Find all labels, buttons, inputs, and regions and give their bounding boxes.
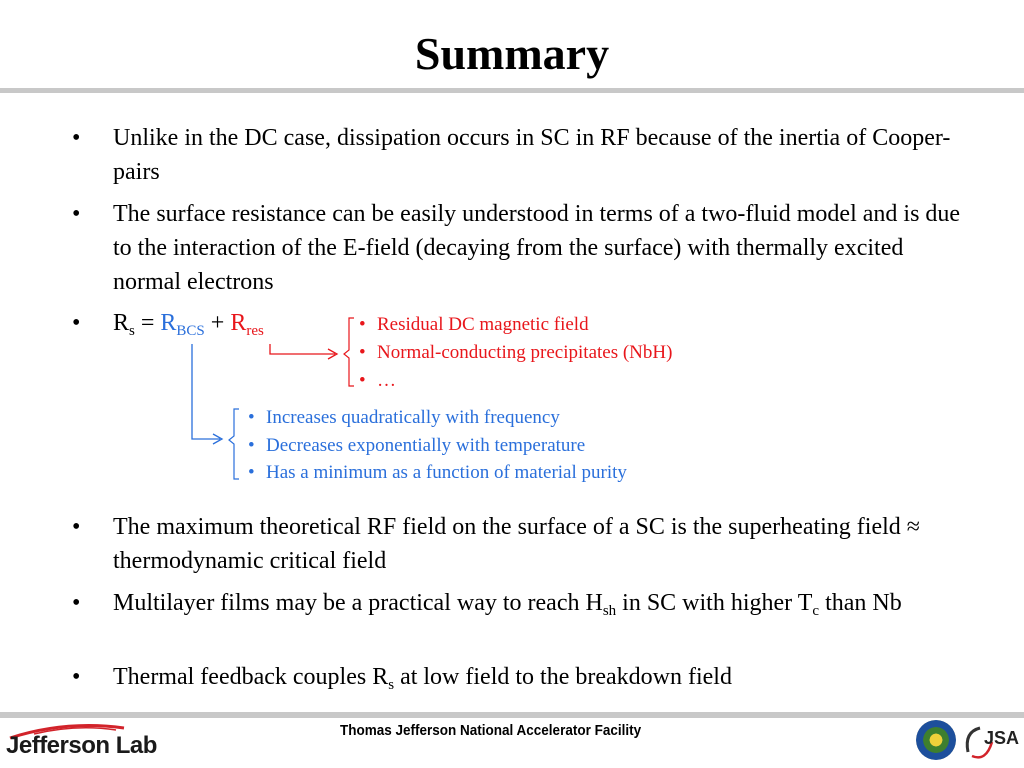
bullet-4-post: thermodynamic critical field xyxy=(113,548,387,574)
sub-bullet-dot: • xyxy=(248,407,255,428)
approx-symbol: ≈ xyxy=(906,514,920,540)
rbcs-subscript: BCS xyxy=(176,323,205,339)
bullet-2-text: The surface resistance can be easily understood in terms of a two-fluid model and is due to the interaction of the E-field (decaying from the surface) with thermally excited normal electrons xyxy=(113,201,961,295)
list-item xyxy=(359,339,672,367)
jsa-logo xyxy=(962,722,1022,762)
bullet-5-post: than Nb xyxy=(819,590,902,616)
bullet-4-pre: The maximum theoretical RF field on the surface of a SC is the superheating field xyxy=(113,514,907,540)
sub-bullet-dot: • xyxy=(359,342,366,363)
footer-organization: Thomas Jefferson National Accelerator Facility xyxy=(340,722,642,739)
rres-subscript: res xyxy=(246,323,264,339)
list-item xyxy=(359,311,589,339)
sub-bullet-dot: • xyxy=(359,314,366,335)
bullet-dot: • xyxy=(72,310,81,336)
bullet-5-mid: in SC with higher T xyxy=(616,590,813,616)
list-item xyxy=(248,459,627,487)
bcs-item-text: Increases quadratically with frequency xyxy=(266,407,560,428)
bullet-dot: • xyxy=(72,125,81,151)
logo-text: Jefferson Lab xyxy=(6,732,157,759)
bcs-item-text: Has a minimum as a function of material purity xyxy=(266,462,627,483)
bullet-5-pre: Multilayer films may be a practical way to reach H xyxy=(113,590,603,616)
bullet-dot: • xyxy=(72,514,81,540)
footer-divider xyxy=(0,712,1024,718)
bullet-4-text xyxy=(113,510,963,578)
bullet-6-pre: Thermal feedback couples R xyxy=(113,664,389,690)
hsh-subscript: sh xyxy=(602,603,617,619)
bullet-dot: • xyxy=(72,590,81,616)
list-item xyxy=(248,432,585,460)
rs-symbol: R xyxy=(113,310,130,336)
jefferson-lab-logo xyxy=(6,722,166,764)
bcs-item-text: Decreases exponentially with temperature xyxy=(266,435,586,456)
equals-sign: = xyxy=(134,310,161,336)
rs-subscript: s xyxy=(129,323,135,339)
jsa-text: JSA xyxy=(984,728,1020,748)
bullet-5-text xyxy=(113,586,963,620)
rs-subscript: s xyxy=(388,677,395,693)
rbcs-arrow-line xyxy=(192,344,220,439)
residual-item-text: Residual DC magnetic field xyxy=(377,314,589,335)
tc-subscript: c xyxy=(812,603,820,619)
rres-symbol: R xyxy=(230,310,247,336)
list-item xyxy=(359,367,396,395)
residual-item-text: … xyxy=(377,370,396,391)
doe-seal-icon xyxy=(916,720,956,760)
bullet-dot: • xyxy=(72,664,81,690)
bullet-1-text: Unlike in the DC case, dissipation occurs in SC in RF because of the inertia of Cooper-pairs xyxy=(113,125,951,185)
sub-bullet-dot: • xyxy=(248,462,255,483)
bullet-6-post: at low field to the breakdown field xyxy=(394,664,732,690)
list-item xyxy=(248,404,560,432)
rres-arrow-line xyxy=(270,344,335,354)
bullet-dot: • xyxy=(72,201,81,227)
sub-bullet-dot: • xyxy=(248,435,255,456)
bullet-6-text xyxy=(113,660,963,694)
residual-item-text: Normal-conducting precipitates (NbH) xyxy=(377,342,673,363)
rbcs-symbol: R xyxy=(160,310,177,336)
slide-title: Summary xyxy=(414,28,610,79)
sub-bullet-dot: • xyxy=(359,370,366,391)
residual-bracket xyxy=(344,318,354,386)
bcs-bracket xyxy=(229,409,239,479)
plus-sign: + xyxy=(204,310,231,336)
